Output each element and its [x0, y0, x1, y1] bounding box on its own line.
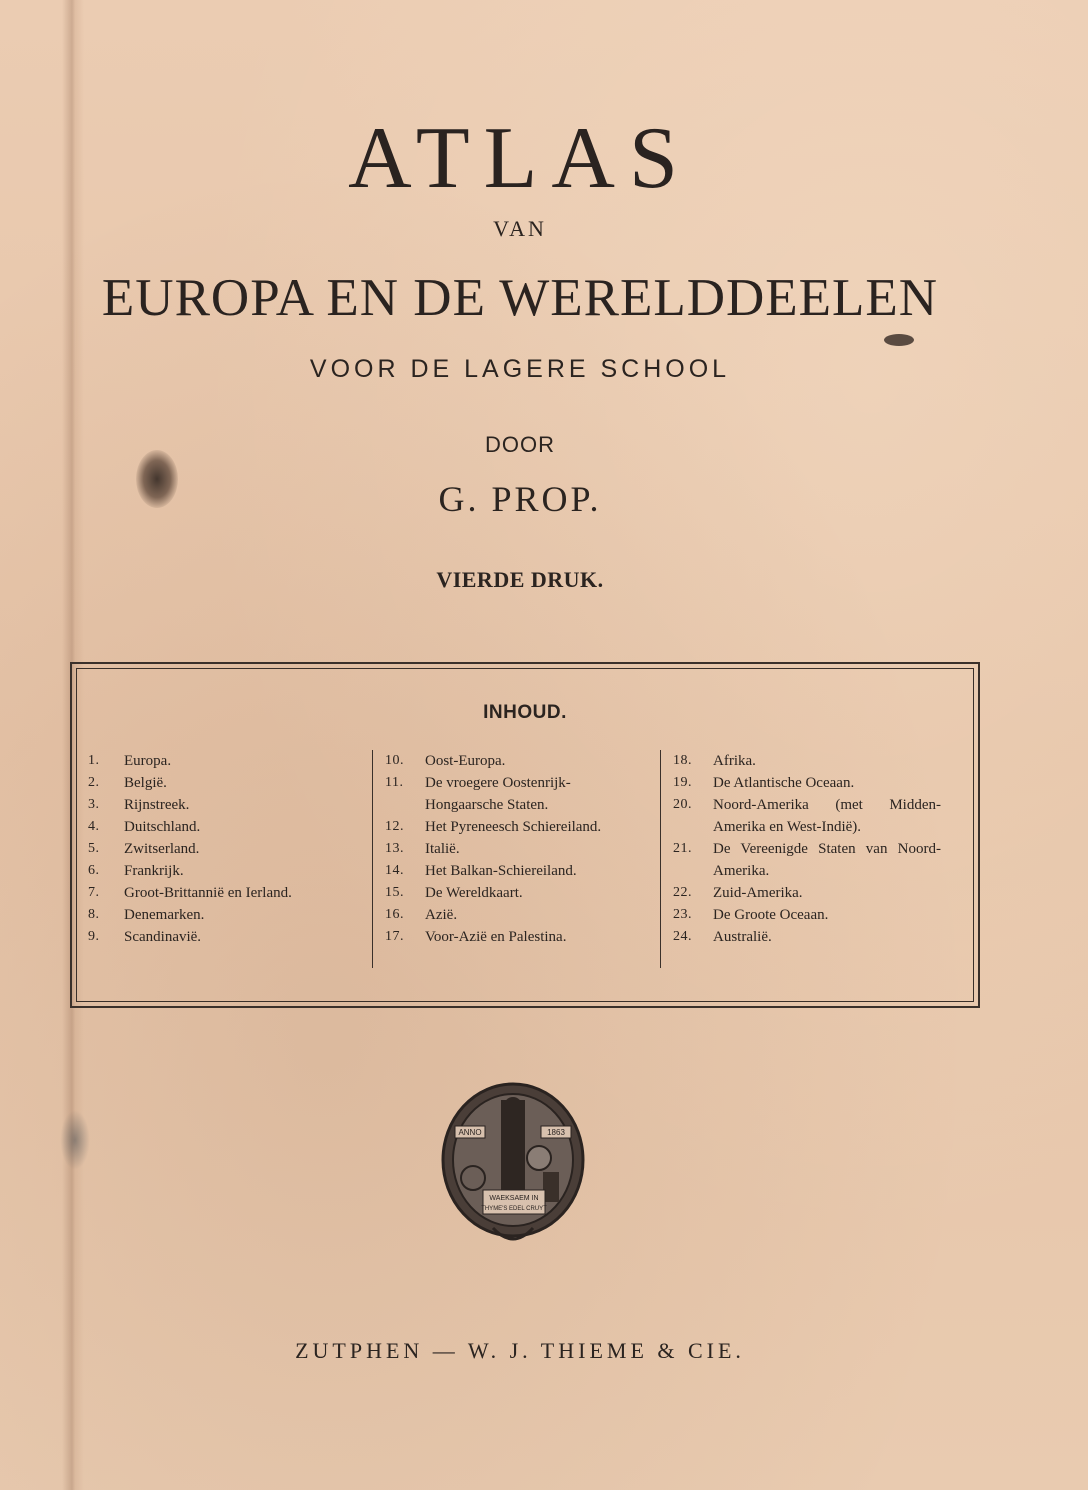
toc-item [385, 772, 653, 816]
toc-number: 8. [88, 907, 100, 922]
toc-number: 19. [673, 775, 692, 790]
toc-item [88, 860, 358, 882]
toc-number: 20. [673, 797, 692, 812]
toc-number: 3. [88, 797, 100, 812]
toc-item [673, 794, 963, 838]
toc-item [385, 904, 653, 926]
toc-item [385, 926, 653, 948]
toc-item [673, 882, 963, 904]
toc-label: Oost-Europa. [425, 753, 506, 769]
toc-item [88, 882, 358, 904]
toc-number: 14. [385, 863, 404, 878]
toc-label: Azië. [425, 907, 458, 923]
toc-item [88, 926, 358, 948]
toc-number: 24. [673, 929, 692, 944]
toc-item [673, 750, 963, 772]
toc-number: 16. [385, 907, 404, 922]
toc-label: Scandinavië. [124, 929, 202, 945]
toc-item [673, 926, 963, 948]
toc-number: 22. [673, 885, 692, 900]
toc-column-2 [372, 750, 653, 968]
toc-item [385, 750, 653, 772]
ink-speck [884, 334, 914, 346]
toc-number: 7. [88, 885, 100, 900]
toc-item [88, 794, 358, 816]
page-title: ATLAS [348, 110, 692, 207]
toc-label: Italië. [425, 841, 460, 857]
school-line: VOOR DE LAGERE SCHOOL [309, 355, 731, 383]
toc-label: Frankrijk. [124, 863, 184, 879]
toc-column-1 [88, 750, 358, 948]
toc-label: Het Balkan-Schiereiland. [425, 863, 577, 879]
toc-item [88, 838, 358, 860]
toc-item [88, 904, 358, 926]
toc-item [385, 838, 653, 860]
toc-label: Noord-Amerika (met Midden-Amerika en West-Indië). [713, 797, 941, 835]
seal-motto-line-1: WAEKSAEM IN [489, 1195, 539, 1202]
toc-label: Zwitserland. [124, 841, 200, 857]
toc-label: Het Pyreneesch Schiereiland. [425, 819, 602, 835]
toc-number: 13. [385, 841, 404, 856]
toc-number: 15. [385, 885, 404, 900]
toc-label: Rijnstreek. [124, 797, 190, 813]
toc-label: Denemarken. [124, 907, 205, 923]
toc-label: Zuid-Amerika. [713, 885, 803, 901]
toc-label: Australië. [713, 929, 772, 945]
toc-label: De vroegere Oostenrijk-Hongaarsche Staten. [425, 775, 571, 813]
seal-motto-line-2: THYME'S EDEL CRUYT [481, 1206, 547, 1212]
toc-number: 23. [673, 907, 692, 922]
toc-item [88, 750, 358, 772]
toc-heading: INHOUD. [483, 702, 567, 723]
toc-item [385, 860, 653, 882]
toc-label: Afrika. [713, 753, 756, 769]
toc-label: De Atlantische Oceaan. [713, 775, 855, 791]
toc-number: 11. [385, 775, 404, 790]
door-line: DOOR [485, 432, 555, 457]
seal-year-text: 1863 [547, 1128, 565, 1137]
toc-label: De Vereenigde Staten van Noord-Amerika. [713, 841, 941, 879]
publisher-seal-icon [437, 1078, 589, 1256]
toc-number: 9. [88, 929, 100, 944]
toc-column-3 [660, 750, 963, 968]
toc-item [673, 838, 963, 882]
toc-label: De Wereldkaart. [425, 885, 523, 901]
toc-item [385, 816, 653, 838]
table-of-contents [70, 662, 980, 1008]
toc-number: 21. [673, 841, 692, 856]
toc-number: 5. [88, 841, 100, 856]
toc-number: 17. [385, 929, 404, 944]
toc-number: 1. [88, 753, 100, 768]
toc-item [673, 772, 963, 794]
seal-anno-text: ANNO [458, 1128, 482, 1137]
toc-item [673, 904, 963, 926]
toc-label: Voor-Azië en Palestina. [425, 929, 567, 945]
toc-label: De Groote Oceaan. [713, 907, 829, 923]
binding-stain [60, 1110, 90, 1170]
seal-knight-head [504, 1097, 522, 1115]
toc-number: 6. [88, 863, 100, 878]
title-van: VAN [493, 216, 547, 241]
toc-number: 18. [673, 753, 692, 768]
toc-label: Europa. [124, 753, 172, 769]
toc-number: 12. [385, 819, 404, 834]
subtitle: EUROPA EN DE WERELDDEELEN [101, 269, 939, 327]
toc-number: 4. [88, 819, 100, 834]
author: G. PROP. [438, 479, 602, 519]
toc-item [385, 882, 653, 904]
toc-item [88, 816, 358, 838]
publisher-line: ZUTPHEN — W. J. THIEME & CIE. [295, 1338, 745, 1363]
toc-number: 2. [88, 775, 100, 790]
toc-item [88, 772, 358, 794]
seal-shield-icon [527, 1146, 551, 1170]
toc-label: België. [124, 775, 167, 791]
edition: VIERDE DRUK. [436, 567, 604, 592]
toc-label: Groot-Brittannië en Ierland. [124, 885, 292, 901]
toc-number: 10. [385, 753, 404, 768]
toc-label: Duitschland. [124, 819, 201, 835]
